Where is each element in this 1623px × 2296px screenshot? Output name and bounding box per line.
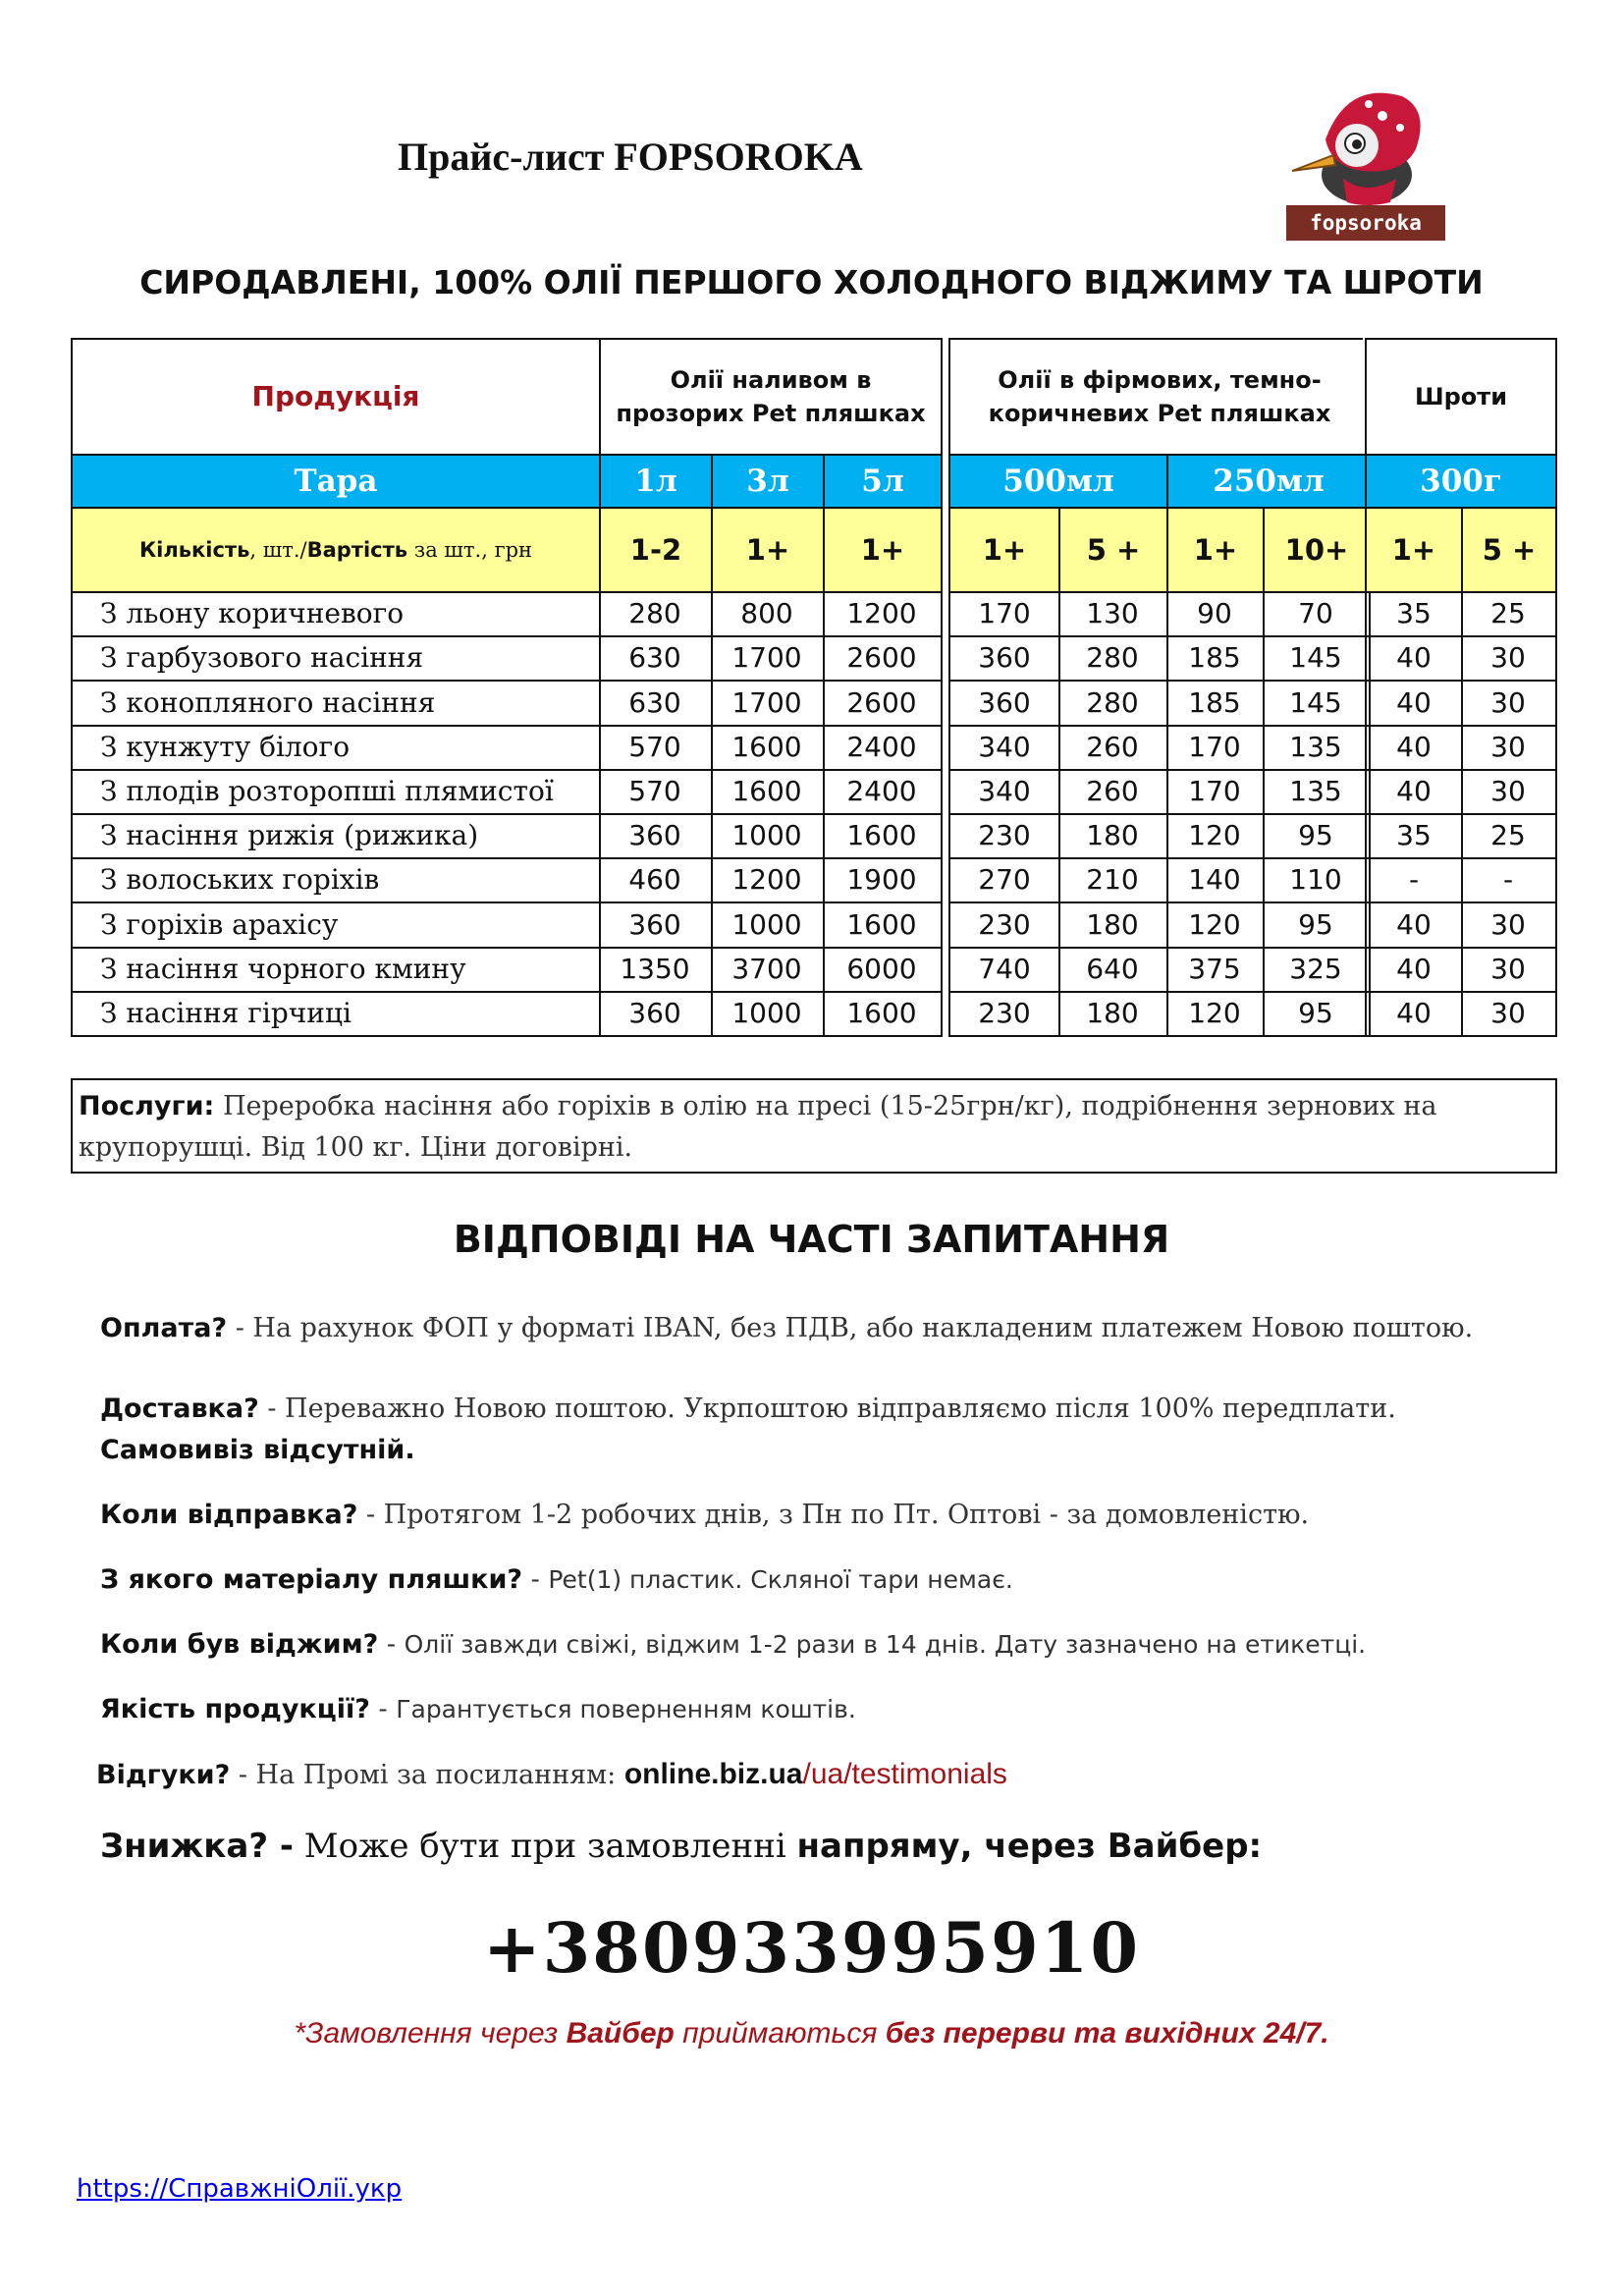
table-cell: 570 xyxy=(599,725,713,771)
quantity-value: 1+ xyxy=(948,507,1060,593)
faq-answer: - xyxy=(522,1564,549,1595)
table-cell: 180 xyxy=(1058,902,1168,949)
faq-material xyxy=(100,1559,1553,1601)
faq-answer: - На Промі за посиланням: xyxy=(230,1760,624,1790)
table-cell: 260 xyxy=(1058,725,1168,771)
table-row-name: З плодів розторопші плямистої xyxy=(71,769,601,815)
quantity-value: 10+ xyxy=(1263,507,1371,593)
tara-5l: 5л xyxy=(823,454,943,509)
table-cell: 280 xyxy=(1058,680,1168,727)
price-table xyxy=(71,338,1557,1035)
table-cell: 1600 xyxy=(823,902,943,949)
table-cell: 230 xyxy=(948,902,1060,949)
table-cell: 360 xyxy=(599,813,713,859)
faq-answer-bold: Самовивіз відсутній. xyxy=(100,1435,415,1465)
table-cell: 30 xyxy=(1461,991,1557,1037)
table-cell: 260 xyxy=(1058,769,1168,815)
table-cell: 95 xyxy=(1263,813,1371,859)
note-part-bold: без перерви та вихідних 24/7. xyxy=(885,2017,1329,2050)
table-row-name: З насіння чорного кмину xyxy=(71,947,601,993)
table-cell: 30 xyxy=(1461,725,1557,771)
table-cell: 2600 xyxy=(823,680,943,727)
table-cell: 40 xyxy=(1365,635,1463,682)
table-cell: 1600 xyxy=(711,769,825,815)
table-cell: 460 xyxy=(599,857,713,903)
page-subtitle: СИРОДАВЛЕНІ, 100% ОЛІЇ ПЕРШОГО ХОЛОДНОГО ВІДЖИМУ ТА ШРОТИ xyxy=(139,263,1484,301)
phone-number[interactable]: +380933995910 xyxy=(482,1907,1141,1989)
table-cell: 30 xyxy=(1461,680,1557,727)
table-cell: 1200 xyxy=(711,857,825,903)
tara-250ml: 250мл xyxy=(1166,454,1371,509)
services-box xyxy=(71,1078,1557,1174)
magpie-icon xyxy=(1286,81,1445,208)
page-title: Прайс-лист FOPSOROKA xyxy=(398,135,863,179)
services-text: Переробка насіння або горіхів в олію на пресі (15-25грн/кг), подрібнення зернових на крупорушці. Від 100 кг. Ціни договірні. xyxy=(79,1091,1437,1163)
note-part: *Замовлення через xyxy=(294,2017,567,2050)
faq-answer: - Переважно Новою поштою. Укрпоштою відправляємо після 100% передплати. xyxy=(258,1394,1396,1424)
faq-dispatch xyxy=(100,1495,1553,1536)
table-cell: 30 xyxy=(1461,902,1557,949)
table-row-name: З волоських горіхів xyxy=(71,857,601,903)
table-row-name: З горіхів арахісу xyxy=(71,902,601,949)
faq-question: Доставка? xyxy=(100,1394,259,1424)
faq-answer: - Протягом 1-2 робочих днів, з Пн по Пт. Оптові - за домовленістю. xyxy=(357,1500,1310,1530)
quantity-value: 1+ xyxy=(1166,507,1265,593)
faq-delivery xyxy=(100,1389,1553,1471)
table-cell: 1000 xyxy=(711,902,825,949)
table-cell: 340 xyxy=(948,769,1060,815)
tara-1l: 1л xyxy=(599,454,713,509)
table-cell: 1000 xyxy=(711,813,825,859)
table-cell: 95 xyxy=(1263,902,1371,949)
table-cell: 800 xyxy=(711,591,825,637)
table-cell: 40 xyxy=(1365,725,1463,771)
faq-answer: - xyxy=(378,1629,405,1660)
table-cell: 325 xyxy=(1263,947,1371,993)
faq-payment xyxy=(100,1308,1553,1349)
table-cell: 230 xyxy=(948,991,1060,1037)
discount-answer-bold: напряму, через Вайбер: xyxy=(796,1827,1263,1866)
faq-answer: Олії завжди свіжі, віджим 1-2 рази в 14 днів. Дату зазначено на етикетці. xyxy=(404,1630,1367,1659)
table-cell: 1700 xyxy=(711,635,825,682)
table-cell: 1600 xyxy=(823,813,943,859)
table-row-name: З гарбузового насіння xyxy=(71,635,601,682)
faq-answer: Pet(1) пластик. Скляної тари немає. xyxy=(548,1565,1013,1594)
table-cell: 35 xyxy=(1365,813,1463,859)
table-row-name: З насіння рижія (рижика) xyxy=(71,813,601,859)
header-product: Продукція xyxy=(71,338,601,456)
table-row-name: З кунжуту білого xyxy=(71,725,601,771)
table-cell: 280 xyxy=(599,591,713,637)
table-cell: 2400 xyxy=(823,725,943,771)
reviews-link-path[interactable]: /ua/testimonials xyxy=(802,1758,1007,1790)
faq-question: Відгуки? xyxy=(96,1760,231,1790)
table-cell: 95 xyxy=(1263,991,1371,1037)
table-cell: 170 xyxy=(1166,725,1265,771)
quantity-label-part: Кількість xyxy=(138,538,250,562)
reviews-link[interactable] xyxy=(624,1760,1007,1790)
table-cell: 2600 xyxy=(823,635,943,682)
table-cell: 70 xyxy=(1263,591,1371,637)
faq-question: Якість продукції? xyxy=(100,1694,370,1724)
table-cell: 1900 xyxy=(823,857,943,903)
table-cell: 120 xyxy=(1166,902,1265,949)
header-clear-pet: Олії наливом в прозорих Pet пляшках xyxy=(599,338,943,456)
table-cell: - xyxy=(1365,857,1463,903)
table-cell: 145 xyxy=(1263,635,1371,682)
table-cell: 25 xyxy=(1461,591,1557,637)
table-row-name: З льону коричневого xyxy=(71,591,601,637)
note-part: приймаються xyxy=(674,2017,886,2050)
table-cell: 340 xyxy=(948,725,1060,771)
faq-quality xyxy=(100,1689,1553,1730)
header-branded-pet: Олії в фірмових, темно-коричневих Pet пляшках xyxy=(948,338,1371,456)
note-part-bold: Вайбер xyxy=(566,2017,675,2050)
discount-answer: Може бути при замовленні xyxy=(294,1827,797,1866)
table-cell: 185 xyxy=(1166,680,1265,727)
table-cell: 180 xyxy=(1058,991,1168,1037)
table-cell: 40 xyxy=(1365,991,1463,1037)
faq-question: Оплата? xyxy=(100,1313,228,1343)
table-cell: 280 xyxy=(1058,635,1168,682)
logo-badge: fopsoroka xyxy=(1286,205,1445,241)
faq-pressing xyxy=(100,1624,1553,1666)
table-cell: 120 xyxy=(1166,813,1265,859)
table-cell: 130 xyxy=(1058,591,1168,637)
table-cell: 185 xyxy=(1166,635,1265,682)
table-cell: 30 xyxy=(1461,769,1557,815)
table-cell: 3700 xyxy=(711,947,825,993)
faq-answer: - На рахунок ФОП у форматі IBAN, без ПДВ, або накладеним платежем Новою поштою. xyxy=(227,1313,1474,1343)
table-cell: 1000 xyxy=(711,991,825,1037)
faq-question: Коли відправка? xyxy=(100,1500,358,1530)
table-cell: 140 xyxy=(1166,857,1265,903)
quantity-value: 5 + xyxy=(1461,507,1557,593)
table-cell: 110 xyxy=(1263,857,1371,903)
faq-reviews xyxy=(96,1754,1549,1796)
table-cell: - xyxy=(1461,857,1557,903)
footer-website-link[interactable]: https://СправжніОлії.укр xyxy=(77,2174,403,2204)
table-cell: 1600 xyxy=(823,991,943,1037)
table-cell: 360 xyxy=(599,902,713,949)
table-cell: 25 xyxy=(1461,813,1557,859)
table-cell: 90 xyxy=(1166,591,1265,637)
table-row-name: З конопляного насіння xyxy=(71,680,601,727)
services-label: Послуги: xyxy=(79,1091,215,1121)
table-cell: 170 xyxy=(948,591,1060,637)
quantity-value: 1+ xyxy=(1365,507,1463,593)
table-cell: 135 xyxy=(1263,769,1371,815)
table-cell: 630 xyxy=(599,680,713,727)
table-row-name: З насіння гірчиці xyxy=(71,991,601,1037)
order-note xyxy=(0,2017,1623,2050)
table-cell: 40 xyxy=(1365,947,1463,993)
quantity-label-part: за шт., грн xyxy=(407,538,533,562)
table-cell: 360 xyxy=(599,991,713,1037)
tara-label: Тара xyxy=(71,454,601,509)
table-cell: 6000 xyxy=(823,947,943,993)
table-cell: 740 xyxy=(948,947,1060,993)
table-cell: 360 xyxy=(948,680,1060,727)
table-cell: 360 xyxy=(948,635,1060,682)
quantity-label-part: Вартість xyxy=(306,538,408,562)
table-cell: 40 xyxy=(1365,769,1463,815)
faq-question: Коли був віджим? xyxy=(100,1629,379,1660)
table-cell: 1700 xyxy=(711,680,825,727)
table-cell: 640 xyxy=(1058,947,1168,993)
faq-answer: - xyxy=(369,1694,397,1724)
table-cell: 375 xyxy=(1166,947,1265,993)
reviews-link-host[interactable]: online.biz.ua xyxy=(623,1758,803,1790)
quantity-label-part: , шт./ xyxy=(249,538,307,562)
table-cell: 180 xyxy=(1058,813,1168,859)
tara-3l: 3л xyxy=(711,454,825,509)
quantity-value: 1-2 xyxy=(599,507,713,593)
table-cell: 30 xyxy=(1461,947,1557,993)
table-cell: 40 xyxy=(1365,680,1463,727)
table-cell: 230 xyxy=(948,813,1060,859)
faq-question: З якого матеріалу пляшки? xyxy=(100,1564,523,1595)
table-cell: 1600 xyxy=(711,725,825,771)
quantity-label xyxy=(71,507,601,593)
discount-line xyxy=(100,1827,1262,1866)
faq-answer: Гарантується поверненням коштів. xyxy=(396,1695,856,1723)
header-meal: Шроти xyxy=(1365,338,1557,456)
table-cell: 40 xyxy=(1365,902,1463,949)
faq-title: ВІДПОВІДІ НА ЧАСТІ ЗАПИТАННЯ xyxy=(453,1218,1170,1261)
tara-300g: 300г xyxy=(1365,454,1557,509)
quantity-value: 1+ xyxy=(823,507,943,593)
table-cell: 145 xyxy=(1263,680,1371,727)
table-cell: 270 xyxy=(948,857,1060,903)
brand-logo xyxy=(1286,81,1445,241)
table-cell: 1350 xyxy=(599,947,713,993)
table-cell: 210 xyxy=(1058,857,1168,903)
discount-question: Знижка? - xyxy=(100,1827,294,1866)
quantity-value: 1+ xyxy=(711,507,825,593)
table-cell: 170 xyxy=(1166,769,1265,815)
quantity-value: 5 + xyxy=(1058,507,1168,593)
table-cell: 35 xyxy=(1365,591,1463,637)
table-cell: 570 xyxy=(599,769,713,815)
table-cell: 630 xyxy=(599,635,713,682)
table-cell: 1200 xyxy=(823,591,943,637)
table-cell: 120 xyxy=(1166,991,1265,1037)
tara-500ml: 500мл xyxy=(948,454,1168,509)
table-cell: 135 xyxy=(1263,725,1371,771)
table-cell: 30 xyxy=(1461,635,1557,682)
table-cell: 2400 xyxy=(823,769,943,815)
